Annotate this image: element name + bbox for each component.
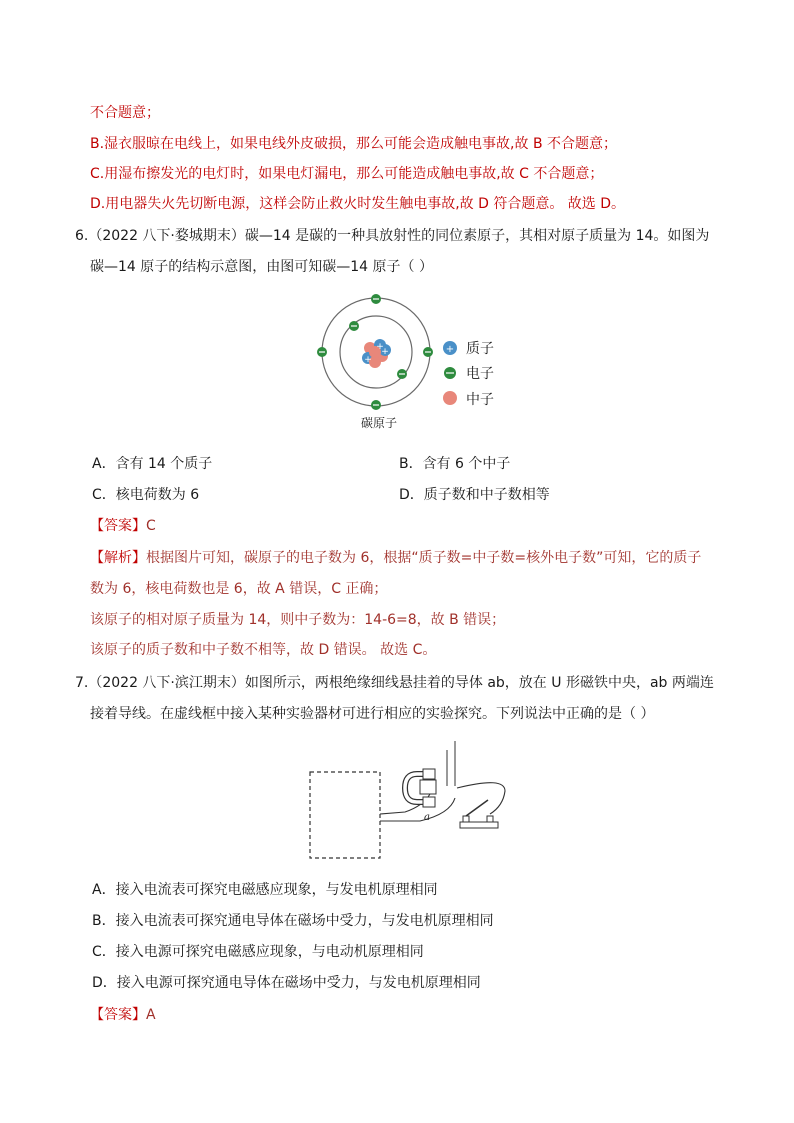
option-d: D．接入电源可探究通电导体在磁场中受力，与发电机原理相同	[92, 975, 481, 991]
analysis-line: 该原子的质子数和中子数不相等，故 D 错误。 故选 C。	[90, 642, 437, 658]
electromagnet-experiment-diagram	[305, 736, 515, 862]
answer-value: A	[146, 1007, 156, 1023]
svg-text:+: +	[376, 342, 384, 352]
svg-text:+: +	[364, 355, 372, 365]
switch-icon	[460, 800, 498, 828]
answer-value: C	[146, 518, 156, 534]
dashed-box	[310, 772, 380, 858]
svg-text:+: +	[445, 344, 455, 355]
label-a: a	[424, 812, 430, 823]
analysis-line: 该原子的相对原子质量为 14，则中子数为：14-6=8，故 B 错误；	[90, 612, 506, 628]
option-a: A．接入电流表可探究电磁感应现象，与发电机原理相同	[92, 882, 438, 898]
legend-neutron-label: 中子	[466, 392, 494, 408]
analysis-text: 根据图片可知，碳原子的电子数为 6，根据“质子数=中子数=核外电子数”可知，它的质子	[146, 550, 702, 566]
analysis-line	[90, 548, 701, 568]
u-magnet-icon	[405, 769, 436, 807]
answer-line	[90, 1005, 156, 1025]
analysis-label: 【解析】	[90, 550, 146, 566]
option-b: B．接入电流表可探究通电导体在磁场中受力，与发电机原理相同	[92, 913, 494, 929]
nucleus	[362, 339, 391, 368]
analysis-line: D.用电器失火先切断电源，这样会防止救火时发生触电事故,故 D 符合题意。 故选 D。	[90, 196, 626, 212]
analysis-line: 数为 6，核电荷数也是 6，故 A 错误，C 正确；	[90, 581, 388, 597]
question-6-stem: 6.（2022 八下·婺城期末）碳—14 是碳的一种具放射性的同位素原子，其相对原子质量为 14。如图为	[75, 228, 710, 244]
analysis-line: B.湿衣服晾在电线上，如果电线外皮破损，那么可能会造成触电事故,故 B 不合题意；	[90, 136, 618, 152]
legend-electron-label: 电子	[466, 366, 494, 382]
legend-proton-label: 质子	[466, 341, 494, 357]
option-b: B．含有 6 个中子	[399, 456, 511, 472]
answer-line	[90, 516, 156, 536]
question-7-stem: 7.（2022 八下·滨江期末）如图所示，两根绝缘细线悬挂着的导体 ab，放在 U 形磁铁中央，ab 两端连	[75, 675, 714, 691]
option-d: D．质子数和中子数相等	[399, 487, 550, 503]
answer-label: 【答案】	[90, 1007, 146, 1023]
figure-caption: 碳原子	[361, 416, 398, 430]
question-7-stem-cont: 接着导线。在虚线框中接入某种实验器材可进行相应的实验探究。下列说法中正确的是（ ）	[90, 706, 655, 722]
answer-label: 【答案】	[90, 518, 146, 534]
analysis-line: C.用湿布擦发光的电灯时，如果电灯漏电，那么可能造成触电事故,故 C 不合题意；	[90, 166, 604, 182]
svg-text:+: +	[381, 347, 389, 357]
option-c: C．接入电源可探究电磁感应现象，与电动机原理相同	[92, 944, 424, 960]
question-6-stem-cont: 碳—14 原子的结构示意图，由图可知碳—14 原子（ ）	[90, 259, 433, 275]
analysis-line: 不合题意；	[90, 105, 160, 121]
option-c: C．核电荷数为 6	[92, 487, 200, 503]
option-a: A．含有 14 个质子	[92, 456, 213, 472]
neutron-legend-icon	[443, 391, 457, 405]
